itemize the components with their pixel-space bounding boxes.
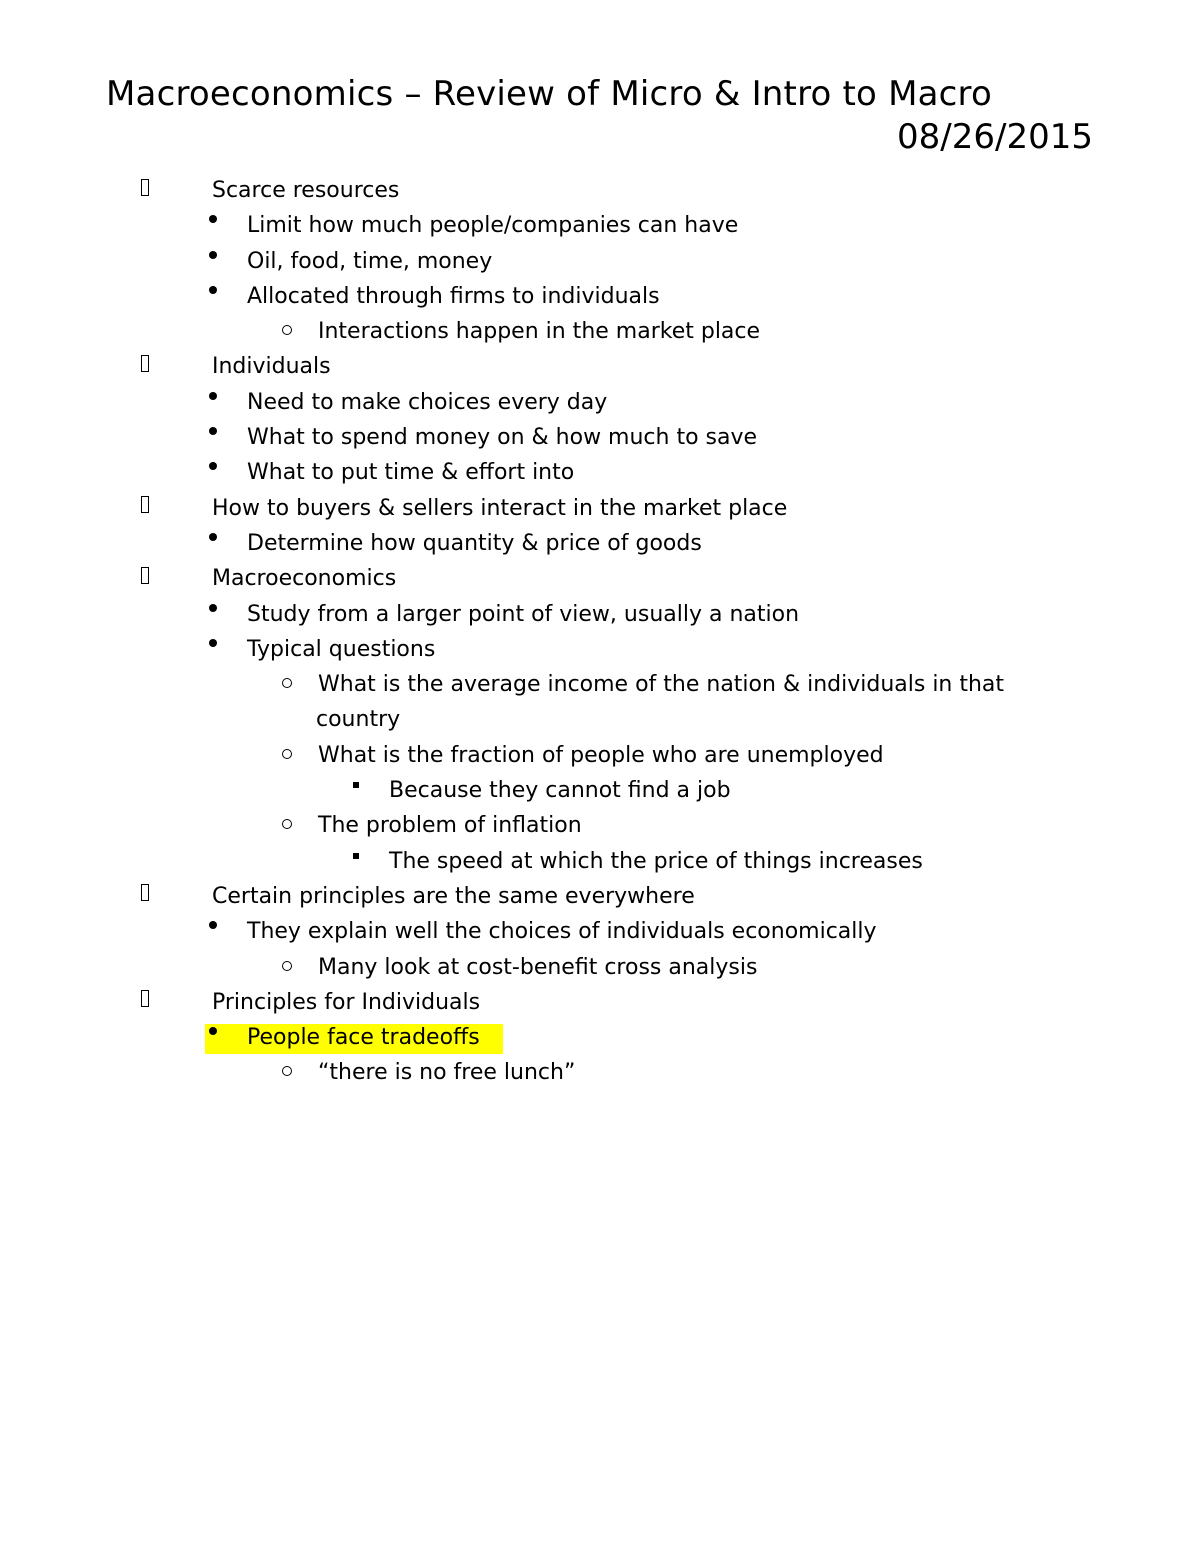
circle-bullet-icon [282, 667, 292, 702]
box-bullet-icon [141, 173, 149, 208]
box-bullet-glyph [141, 355, 149, 372]
list-item [0, 597, 1200, 632]
dot-bullet-glyph [209, 427, 217, 435]
list-item [0, 385, 1200, 420]
box-bullet-icon [141, 985, 149, 1020]
list-item-text: “there is no free lunch” [318, 1060, 576, 1086]
dot-bullet-glyph [209, 533, 217, 541]
circle-bullet-glyph [282, 961, 292, 971]
list-item-text: The problem of inflation [318, 813, 582, 839]
dot-bullet-glyph [209, 1027, 217, 1035]
list-item-text: country [316, 707, 401, 733]
list-item-text: Determine how quantity & price of goods [247, 530, 702, 556]
list-item-text: Typical questions [247, 636, 436, 662]
list-item-text: They explain well the choices of individuals economically [247, 919, 877, 945]
dot-bullet-icon [209, 914, 217, 949]
box-bullet-glyph [141, 567, 149, 584]
dot-bullet-glyph [209, 215, 217, 223]
list-item-text: Oil, food, time, money [247, 248, 493, 274]
dot-bullet-icon [209, 1020, 217, 1055]
box-bullet-glyph [141, 179, 149, 196]
dot-bullet-glyph [209, 251, 217, 259]
dot-bullet-glyph [209, 462, 217, 470]
list-item-text: Limit how much people/companies can have [247, 213, 739, 239]
list-item-text: Principles for Individuals [212, 989, 481, 1015]
circle-bullet-icon [282, 808, 292, 843]
list-item-text: Need to make choices every day [247, 389, 608, 415]
dot-bullet-glyph [209, 392, 217, 400]
list-item [0, 667, 1200, 702]
list-item-text: What is the average income of the nation & individuals in that [318, 672, 1005, 698]
square-bullet-icon [353, 844, 359, 879]
list-item [0, 1055, 1200, 1090]
circle-bullet-icon [282, 950, 292, 985]
list-item [0, 420, 1200, 455]
list-item [0, 844, 1200, 879]
dot-bullet-glyph [209, 286, 217, 294]
circle-bullet-glyph [282, 325, 292, 335]
list-item [0, 279, 1200, 314]
box-bullet-glyph [141, 990, 149, 1007]
square-bullet-glyph [353, 853, 359, 859]
list-item [0, 632, 1200, 667]
list-item-text: How to buyers & sellers interact in the market place [212, 495, 788, 521]
dot-bullet-icon [209, 208, 217, 243]
list-item-text: Study from a larger point of view, usually a nation [247, 601, 800, 627]
circle-bullet-icon [282, 1055, 292, 1090]
circle-bullet-icon [282, 314, 292, 349]
circle-bullet-glyph [282, 678, 292, 688]
box-bullet-icon [141, 561, 149, 596]
page-title: Macroeconomics – Review of Micro & Intro to Macro [106, 74, 992, 114]
list-item [0, 879, 1200, 914]
list-item [0, 738, 1200, 773]
outline-list [0, 173, 1200, 1091]
list-item-text: Individuals [212, 354, 331, 380]
box-bullet-icon [141, 349, 149, 384]
list-item-text: What to put time & effort into [247, 460, 575, 486]
circle-bullet-icon [282, 738, 292, 773]
dot-bullet-icon [209, 420, 217, 455]
list-item [0, 526, 1200, 561]
dot-bullet-icon [209, 455, 217, 490]
dot-bullet-icon [209, 244, 217, 279]
list-item [0, 985, 1200, 1020]
list-item [0, 491, 1200, 526]
document-date: 08/26/2015 [897, 117, 1093, 157]
square-bullet-glyph [353, 782, 359, 788]
circle-bullet-glyph [282, 1066, 292, 1076]
dot-bullet-icon [209, 597, 217, 632]
list-item [0, 244, 1200, 279]
list-item [0, 208, 1200, 243]
list-item-text: Because they cannot find a job [389, 778, 731, 804]
list-item-text: The speed at which the price of things increases [389, 848, 923, 874]
dot-bullet-icon [209, 526, 217, 561]
list-item [0, 808, 1200, 843]
list-item [0, 455, 1200, 490]
box-bullet-glyph [141, 884, 149, 901]
box-bullet-icon [141, 491, 149, 526]
square-bullet-icon [353, 773, 359, 808]
list-item [0, 561, 1200, 596]
list-item-text: Scarce resources [212, 178, 400, 203]
dot-bullet-icon [209, 279, 217, 314]
list-item-text: Certain principles are the same everywhere [212, 883, 695, 909]
list-item-text: People face tradeoffs [247, 1025, 480, 1051]
list-item [0, 314, 1200, 349]
list-item-text: Allocated through firms to individuals [247, 283, 660, 309]
dot-bullet-icon [209, 632, 217, 667]
list-item [0, 349, 1200, 384]
dot-bullet-glyph [209, 604, 217, 612]
dot-bullet-glyph [209, 639, 217, 647]
list-item-text: What is the fraction of people who are unemployed [318, 742, 884, 768]
circle-bullet-glyph [282, 819, 292, 829]
box-bullet-icon [141, 879, 149, 914]
circle-bullet-glyph [282, 749, 292, 759]
list-item [0, 1020, 1200, 1055]
dot-bullet-glyph [209, 921, 217, 929]
list-item-text: Interactions happen in the market place [318, 319, 761, 345]
list-item [0, 773, 1200, 808]
list-item [0, 173, 1200, 208]
list-item-text: What to spend money on & how much to save [247, 425, 758, 451]
dot-bullet-icon [209, 385, 217, 420]
list-item-text: Many look at cost-benefit cross analysis [318, 954, 758, 980]
list-item [0, 914, 1200, 949]
box-bullet-glyph [141, 496, 149, 513]
list-item-text: Macroeconomics [212, 566, 397, 592]
list-item [0, 950, 1200, 985]
list-item [0, 702, 1200, 737]
